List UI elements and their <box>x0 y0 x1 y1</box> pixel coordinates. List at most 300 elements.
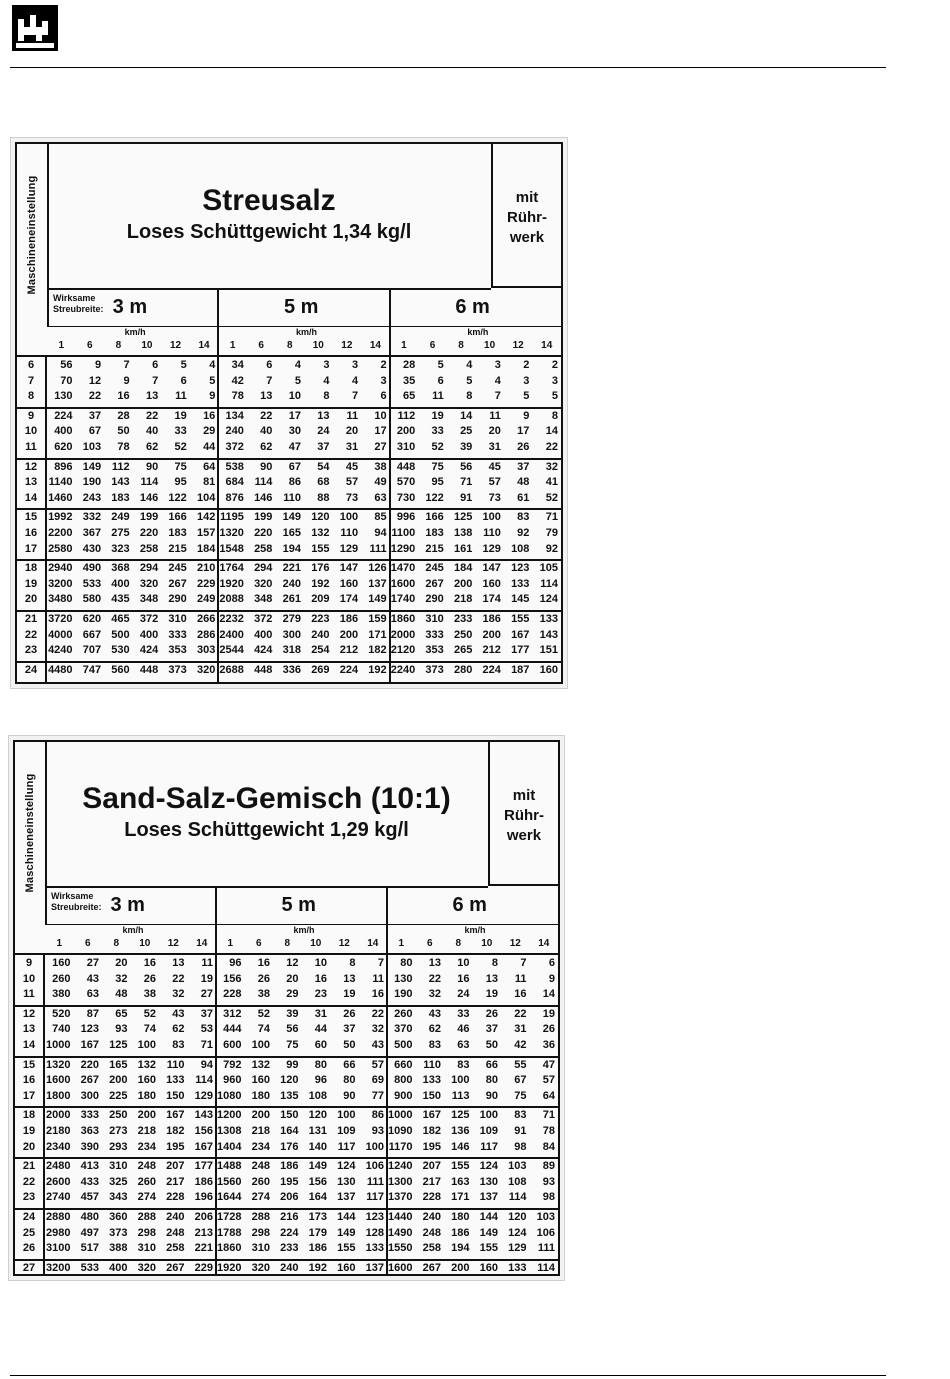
rate-cell: 137 <box>365 1261 384 1274</box>
rate-cell: 217 <box>422 1175 441 1188</box>
rate-cell: 209 <box>311 593 330 606</box>
mit-line: Rühr- <box>504 807 544 824</box>
rate-cell: 45 <box>488 460 501 473</box>
rate-cell: 74 <box>257 1023 270 1036</box>
rate-cell: 63 <box>374 491 387 504</box>
rate-cell: 400 <box>139 628 159 641</box>
rate-cell: 155 <box>451 1160 470 1173</box>
speed-header: 8 <box>284 938 291 949</box>
rate-cell: 199 <box>139 511 159 524</box>
rate-cell: 146 <box>254 491 273 504</box>
rate-cell: 167 <box>422 1109 441 1122</box>
rate-cell: 149 <box>282 511 301 524</box>
rate-cell: 243 <box>82 491 102 504</box>
rate-cell: 43 <box>172 1007 185 1020</box>
rate-cell: 269 <box>311 663 330 676</box>
rate-cell: 9 <box>548 972 555 985</box>
rate-cell: 124 <box>479 1160 498 1173</box>
rate-cell: 131 <box>308 1125 327 1137</box>
rate-cell: 245 <box>425 562 444 575</box>
rate-cell: 228 <box>166 1191 185 1204</box>
rate-cell: 30 <box>288 425 301 438</box>
rate-cell: 138 <box>453 527 473 539</box>
footer-rule <box>10 1375 886 1376</box>
rate-cell: 300 <box>80 1089 99 1102</box>
rate-cell: 218 <box>453 593 473 606</box>
rate-cell: 109 <box>479 1125 498 1137</box>
rate-cell: 1440 <box>388 1211 413 1223</box>
rate-cell: 1320 <box>219 527 244 539</box>
rate-cell: 6 <box>380 390 387 403</box>
rate-cell: 16 <box>514 988 527 1001</box>
rate-cell: 42 <box>231 374 244 387</box>
rate-cell: 93 <box>371 1125 384 1137</box>
table-subtitle: Loses Schüttgewicht 1,34 kg/l <box>126 221 412 243</box>
rate-cell: 348 <box>254 593 273 606</box>
rate-cell: 4 <box>294 359 301 371</box>
rate-cell: 11 <box>175 390 187 403</box>
rate-cell: 150 <box>166 1089 185 1102</box>
rate-cell: 400 <box>54 425 73 438</box>
kmh-label: km/h <box>296 327 318 337</box>
rate-cell: 145 <box>511 593 530 606</box>
rate-cell: 95 <box>174 476 187 489</box>
rate-cell: 1460 <box>48 491 73 504</box>
vertical-label <box>15 742 47 924</box>
rate-cell: 1600 <box>388 1261 413 1274</box>
rate-cell: 294 <box>254 562 273 575</box>
rate-cell: 293 <box>109 1140 128 1153</box>
rate-cell: 560 <box>111 663 130 676</box>
setting-value: 26 <box>22 1242 36 1255</box>
rate-cell: 155 <box>337 1242 356 1255</box>
rate-cell: 75 <box>431 460 444 473</box>
rate-cell: 212 <box>482 644 501 657</box>
rate-cell: 86 <box>288 476 301 489</box>
rate-cell: 124 <box>508 1226 527 1239</box>
speed-header: 14 <box>538 938 550 949</box>
rate-cell: 260 <box>251 1175 270 1188</box>
speed-header: 1 <box>227 938 234 949</box>
rate-cell: 570 <box>396 476 416 489</box>
rate-cell: 87 <box>86 1007 99 1020</box>
rate-cell: 240 <box>311 628 330 641</box>
rate-cell: 167 <box>511 628 530 641</box>
rate-cell: 22 <box>371 1007 384 1020</box>
rate-cell: 876 <box>225 491 244 504</box>
rate-cell: 267 <box>422 1261 441 1274</box>
rate-cell: 100 <box>337 1109 356 1122</box>
rate-cell: 73 <box>345 491 359 504</box>
rate-cell: 1800 <box>46 1089 71 1102</box>
rate-cell: 19 <box>174 409 187 422</box>
rate-cell: 367 <box>82 527 102 539</box>
rate-cell: 92 <box>517 527 530 539</box>
rate-cell: 2180 <box>46 1125 71 1137</box>
rate-cell: 110 <box>340 527 359 539</box>
kmh-label: km/h <box>124 327 146 337</box>
rate-cell: 448 <box>396 460 416 473</box>
rate-cell: 67 <box>514 1074 527 1087</box>
rate-cell: 149 <box>308 1160 327 1173</box>
rate-cell: 1860 <box>217 1242 242 1255</box>
rate-cell: 45 <box>345 460 359 473</box>
rate-cell: 16 <box>314 972 327 985</box>
rate-cell: 123 <box>511 562 530 575</box>
rate-cell: 63 <box>457 1039 470 1051</box>
rate-cell: 103 <box>508 1160 527 1173</box>
rate-cell: 37 <box>200 1007 213 1020</box>
rate-cell: 22 <box>145 409 159 422</box>
rate-cell: 667 <box>82 628 102 641</box>
rate-cell: 207 <box>422 1160 441 1173</box>
speed-header: 14 <box>367 938 379 949</box>
setting-value: 23 <box>22 1191 36 1204</box>
rate-cell: 215 <box>168 542 187 555</box>
rate-cell: 435 <box>111 593 130 606</box>
rate-cell: 22 <box>514 1007 527 1020</box>
rate-cell: 130 <box>479 1175 498 1188</box>
rate-cell: 80 <box>314 1058 327 1071</box>
setting-value: 22 <box>22 1175 36 1188</box>
rate-cell: 200 <box>251 1109 270 1122</box>
rate-cell: 2088 <box>219 593 244 606</box>
rate-cell: 6 <box>152 359 159 371</box>
rate-cell: 120 <box>311 511 330 524</box>
rate-cell: 312 <box>223 1007 242 1020</box>
rate-cell: 310 <box>109 1160 128 1173</box>
rate-cell: 228 <box>422 1191 441 1204</box>
setting-value: 20 <box>24 593 38 606</box>
rate-cell: 233 <box>453 613 473 625</box>
rate-cell: 39 <box>286 1007 299 1020</box>
rate-cell: 47 <box>288 441 301 453</box>
rate-cell: 24 <box>457 988 470 1001</box>
rate-cell: 71 <box>542 1109 555 1122</box>
speed-header: 1 <box>401 340 407 351</box>
rate-cell: 57 <box>542 1074 555 1087</box>
rate-cell: 73 <box>488 491 501 504</box>
rate-cell: 17 <box>517 425 530 438</box>
speed-header: 14 <box>196 938 208 949</box>
rate-cell: 195 <box>166 1140 185 1153</box>
setting-value: 9 <box>27 409 35 422</box>
rate-cell: 136 <box>451 1125 470 1137</box>
rate-cell: 5 <box>523 390 530 403</box>
speed-header: 6 <box>426 938 433 949</box>
rate-cell: 186 <box>339 613 359 625</box>
rate-cell: 14 <box>545 425 558 438</box>
rate-cell: 108 <box>508 1175 527 1188</box>
wirksame-streubreite-label <box>51 891 102 913</box>
rate-cell: 8 <box>323 390 330 403</box>
speed-header: 10 <box>484 340 496 351</box>
rate-cell: 79 <box>545 527 558 539</box>
rate-cell: 48 <box>517 476 530 489</box>
rate-cell: 70 <box>60 374 73 387</box>
rate-cell: 28 <box>402 359 416 371</box>
rate-cell: 40 <box>260 425 273 438</box>
group-row-separator <box>15 1208 558 1210</box>
setting-value: 10 <box>24 425 38 438</box>
rate-cell: 1140 <box>48 476 73 489</box>
rate-cell: 43 <box>86 972 99 985</box>
rate-cell: 1764 <box>219 562 244 575</box>
rate-cell: 150 <box>280 1109 299 1122</box>
rate-cell: 1550 <box>388 1242 413 1255</box>
rate-cell: 20 <box>115 957 128 969</box>
setting-value: 14 <box>24 491 38 504</box>
rate-cell: 123 <box>365 1211 384 1223</box>
rate-cell: 216 <box>280 1211 299 1223</box>
rate-cell: 50 <box>485 1039 498 1051</box>
rate-cell: 400 <box>254 628 273 641</box>
mit-line: Rühr- <box>507 209 547 226</box>
streubreite-value: 5 m <box>284 296 319 318</box>
rate-cell: 22 <box>172 972 185 985</box>
rate-cell: 267 <box>166 1261 185 1274</box>
rate-cell: 530 <box>111 644 130 657</box>
speed-header: 6 <box>258 340 264 351</box>
rate-cell: 240 <box>422 1211 441 1223</box>
rate-cell: 444 <box>223 1023 242 1036</box>
rate-cell: 16 <box>371 988 384 1001</box>
kmh-label: km/h <box>122 925 144 935</box>
rate-cell: 34 <box>231 359 244 371</box>
rate-cell: 273 <box>109 1125 128 1137</box>
rate-cell: 166 <box>168 511 187 524</box>
rate-cell: 42 <box>514 1039 527 1051</box>
rate-cell: 109 <box>337 1125 356 1137</box>
rate-cell: 44 <box>203 441 216 453</box>
rate-cell: 1300 <box>388 1175 413 1188</box>
rate-cell: 144 <box>479 1211 498 1223</box>
group-row-separator <box>17 559 561 561</box>
mit-ruehrwerk-label <box>488 742 558 886</box>
rate-cell: 9 <box>123 374 130 387</box>
rate-cell: 66 <box>485 1058 498 1071</box>
rate-cell: 229 <box>194 1261 213 1274</box>
rate-cell: 260 <box>137 1175 156 1188</box>
rate-cell: 218 <box>137 1125 156 1137</box>
rate-cell: 160 <box>52 957 71 969</box>
rate-cell: 125 <box>109 1039 128 1051</box>
rate-cell: 171 <box>451 1191 470 1204</box>
rate-cell: 26 <box>257 972 270 985</box>
rate-cell: 75 <box>286 1039 299 1051</box>
rate-cell: 23 <box>314 988 327 1001</box>
rate-cell: 1308 <box>217 1125 242 1137</box>
rate-cell: 1548 <box>219 542 244 555</box>
rate-cell: 167 <box>194 1140 213 1153</box>
rate-cell: 1000 <box>46 1039 71 1051</box>
rate-cell: 57 <box>345 476 359 489</box>
rate-cell: 2480 <box>46 1160 71 1173</box>
rate-cell: 800 <box>394 1074 413 1087</box>
rate-cell: 28 <box>117 409 130 422</box>
rate-cell: 4240 <box>48 644 73 657</box>
rate-cell: 1992 <box>48 511 73 524</box>
rate-cell: 1488 <box>217 1160 242 1173</box>
rate-cell: 300 <box>282 628 301 641</box>
rate-cell: 160 <box>137 1074 156 1087</box>
rate-cell: 37 <box>343 1023 356 1036</box>
rate-cell: 111 <box>537 1242 555 1255</box>
rate-cell: 155 <box>511 613 530 625</box>
rate-cell: 290 <box>425 593 444 606</box>
rate-cell: 279 <box>282 613 301 625</box>
rate-cell: 133 <box>539 613 558 625</box>
rate-cell: 2 <box>551 359 558 371</box>
rate-cell: 5 <box>466 374 473 387</box>
rate-cell: 2880 <box>46 1211 71 1223</box>
setting-value: 12 <box>24 460 38 473</box>
rate-cell: 117 <box>337 1140 356 1153</box>
rate-cell: 4 <box>494 374 501 387</box>
rate-cell: 380 <box>52 988 71 1001</box>
setting-value: 23 <box>24 644 38 657</box>
streubreite-value: 6 m <box>452 894 487 916</box>
rate-cell: 2580 <box>48 542 73 555</box>
rate-cell: 250 <box>453 628 473 641</box>
setting-value: 24 <box>22 1211 36 1223</box>
rate-cell: 151 <box>539 644 558 657</box>
rate-cell: 186 <box>280 1160 299 1173</box>
rate-cell: 130 <box>54 390 73 403</box>
rate-cell: 149 <box>479 1226 498 1239</box>
rate-cell: 84 <box>542 1140 555 1153</box>
rate-cell: 2200 <box>48 527 73 539</box>
rate-cell: 1240 <box>388 1160 413 1173</box>
rate-cell: 360 <box>109 1211 128 1223</box>
speed-header: 1 <box>56 938 63 949</box>
rate-cell: 310 <box>137 1242 156 1255</box>
rate-cell: 114 <box>254 476 273 489</box>
rate-cell: 32 <box>172 988 185 1001</box>
rate-cell: 5 <box>294 374 301 387</box>
rate-cell: 1195 <box>220 511 244 524</box>
speed-header: 8 <box>455 938 462 949</box>
rate-cell: 24 <box>317 425 330 438</box>
rate-cell: 60 <box>314 1039 327 1051</box>
rate-cell: 740 <box>52 1023 71 1036</box>
rate-cell: 533 <box>82 577 102 590</box>
rate-cell: 160 <box>482 577 501 590</box>
rate-cell: 245 <box>168 562 187 575</box>
rate-cell: 184 <box>196 542 216 555</box>
rate-cell: 174 <box>339 593 359 606</box>
rate-cell: 183 <box>425 527 444 539</box>
rate-cell: 5 <box>437 359 444 371</box>
rate-cell: 1320 <box>46 1058 71 1071</box>
kmh-label: km/h <box>464 925 486 935</box>
rate-cell: 32 <box>545 460 558 473</box>
rate-cell: 224 <box>280 1226 299 1239</box>
rate-cell: 25 <box>460 425 473 438</box>
rate-cell: 33 <box>457 1007 470 1020</box>
rate-cell: 20 <box>345 425 359 438</box>
rate-cell: 17 <box>288 409 301 422</box>
rate-cell: 490 <box>82 562 102 575</box>
rate-cell: 4 <box>466 359 473 371</box>
rate-cell: 149 <box>368 593 387 606</box>
rate-cell: 100 <box>137 1039 156 1051</box>
rate-cell: 336 <box>282 663 301 676</box>
rate-cell: 323 <box>111 542 130 555</box>
rate-cell: 19 <box>431 409 444 422</box>
rate-cell: 320 <box>139 577 159 590</box>
label-column-separator <box>45 355 47 682</box>
rate-cell: 223 <box>311 613 330 625</box>
rate-cell: 52 <box>143 1007 156 1020</box>
speed-header: 14 <box>541 340 553 351</box>
rate-cell: 32 <box>371 1023 384 1036</box>
rate-cell: 37 <box>88 409 102 422</box>
rate-cell: 267 <box>80 1074 99 1087</box>
rate-cell: 22 <box>88 390 102 403</box>
setting-value: 18 <box>24 562 38 575</box>
wirksame-line: Streubreite: <box>53 304 104 314</box>
rate-cell: 3 <box>380 374 387 387</box>
rate-cell: 26 <box>485 1007 498 1020</box>
rate-cell: 75 <box>514 1089 527 1102</box>
speed-header: 14 <box>198 340 210 351</box>
rate-cell: 146 <box>451 1140 470 1153</box>
rate-cell: 40 <box>145 425 159 438</box>
speed-header: 1 <box>229 340 236 351</box>
rate-cell: 187 <box>511 663 530 676</box>
rate-cell: 224 <box>339 663 359 676</box>
speed-header: 6 <box>84 938 91 949</box>
rate-cell: 373 <box>109 1226 128 1239</box>
rate-cell: 182 <box>368 644 387 657</box>
rate-cell: 960 <box>223 1074 242 1087</box>
rate-cell: 31 <box>514 1023 527 1036</box>
rate-cell: 320 <box>137 1261 156 1274</box>
rate-cell: 199 <box>254 511 273 524</box>
rate-cell: 2120 <box>390 644 416 657</box>
setting-value: 18 <box>22 1109 36 1122</box>
rate-cell: 194 <box>282 542 301 555</box>
speed-header: 12 <box>167 938 179 949</box>
rate-cell: 333 <box>80 1109 99 1122</box>
rate-cell: 100 <box>251 1039 270 1051</box>
rate-cell: 66 <box>343 1058 356 1071</box>
rate-cell: 37 <box>485 1023 498 1036</box>
rate-cell: 133 <box>166 1074 185 1087</box>
rate-cell: 117 <box>480 1140 498 1153</box>
speed-header: 6 <box>87 340 93 351</box>
rate-cell: 128 <box>365 1226 384 1239</box>
rate-cell: 747 <box>82 663 102 676</box>
rate-cell: 10 <box>314 957 327 969</box>
rate-cell: 33 <box>174 425 187 438</box>
rate-cell: 2940 <box>48 562 73 575</box>
setting-value: 21 <box>24 613 38 625</box>
rate-cell: 160 <box>337 1261 356 1274</box>
rate-cell: 160 <box>539 663 558 676</box>
rate-cell: 106 <box>365 1160 384 1173</box>
rate-cell: 400 <box>109 1261 128 1274</box>
rate-cell: 1728 <box>217 1211 242 1223</box>
rate-cell: 13 <box>428 957 441 969</box>
rate-cell: 124 <box>337 1160 356 1173</box>
rate-cell: 86 <box>371 1109 384 1122</box>
rate-cell: 274 <box>251 1191 270 1204</box>
rate-cell: 266 <box>196 613 216 625</box>
rate-cell: 171 <box>368 628 387 641</box>
rate-cell: 94 <box>374 527 387 539</box>
